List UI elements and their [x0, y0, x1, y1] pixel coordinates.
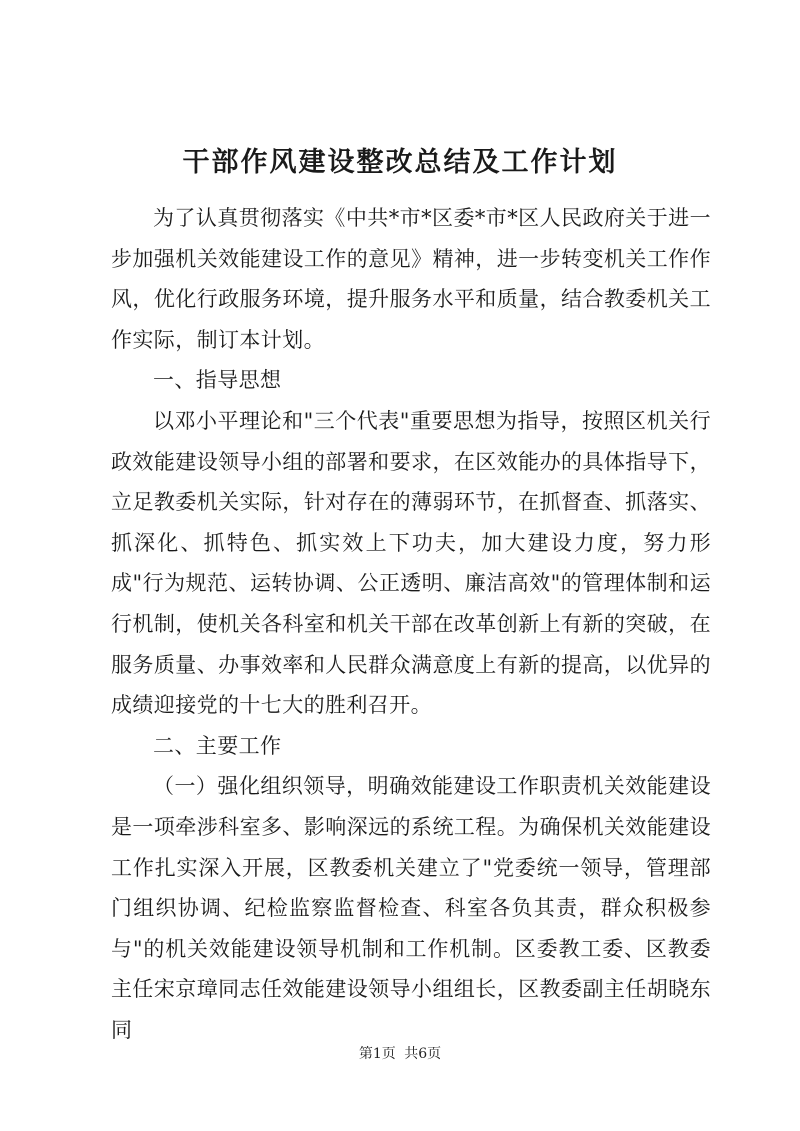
- section-heading-guiding-thought: 一、指导思想: [153, 368, 282, 393]
- page-footer: [0, 1044, 800, 1064]
- guiding-thought-paragraph: 以邓小平理论和"三个代表"重要思想为指导，按照区机关行政效能建设领导小组的部署和要求，在区效能办的具体指导下，立足教委机关实际，针对存在的薄弱环节，在抓督查、抓落实、抓深化、抓特色、抓实效上下功夫，加大建设力度，努力形成"行为规范、运转协调、公正透明、廉洁高效"的管理体制和运行机制，使机关各科室和机关干部在改革创新上有新的突破，在服务质量、办事效率和人民群众满意度上有新的提高，以优异的成绩迎接党的十七大的胜利召开。: [111, 408, 711, 718]
- page-total: 共6页: [404, 1046, 442, 1062]
- main-work-paragraph: （一）强化组织领导，明确效能建设工作职责机关效能建设是一项牵涉科室多、影响深远的系统工程。为确保机关效能建设工作扎实深入开展，区教委机关建立了"党委统一领导，管理部门组织协调、纪检监察监督检查、科室各负其责，群众积极参与"的机关效能建设领导机制和工作机制。区委教工委、区教委主任宋京璋同志任效能建设领导小组组长，区教委副主任胡晓东同: [111, 774, 711, 1042]
- document-title: 干部作风建设整改总结及工作计划: [182, 147, 618, 178]
- intro-paragraph: 为了认真贯彻落实《中共*市*区委*市*区人民政府关于进一步加强机关效能建设工作的意见》精神，进一步转变机关工作作风，优化行政服务环境，提升服务水平和质量，结合教委机关工作实际，制订本计划。: [111, 206, 711, 352]
- document-body: [111, 198, 711, 1050]
- section-heading-main-work: 二、主要工作: [153, 733, 282, 758]
- page-number: 第1页: [358, 1046, 396, 1062]
